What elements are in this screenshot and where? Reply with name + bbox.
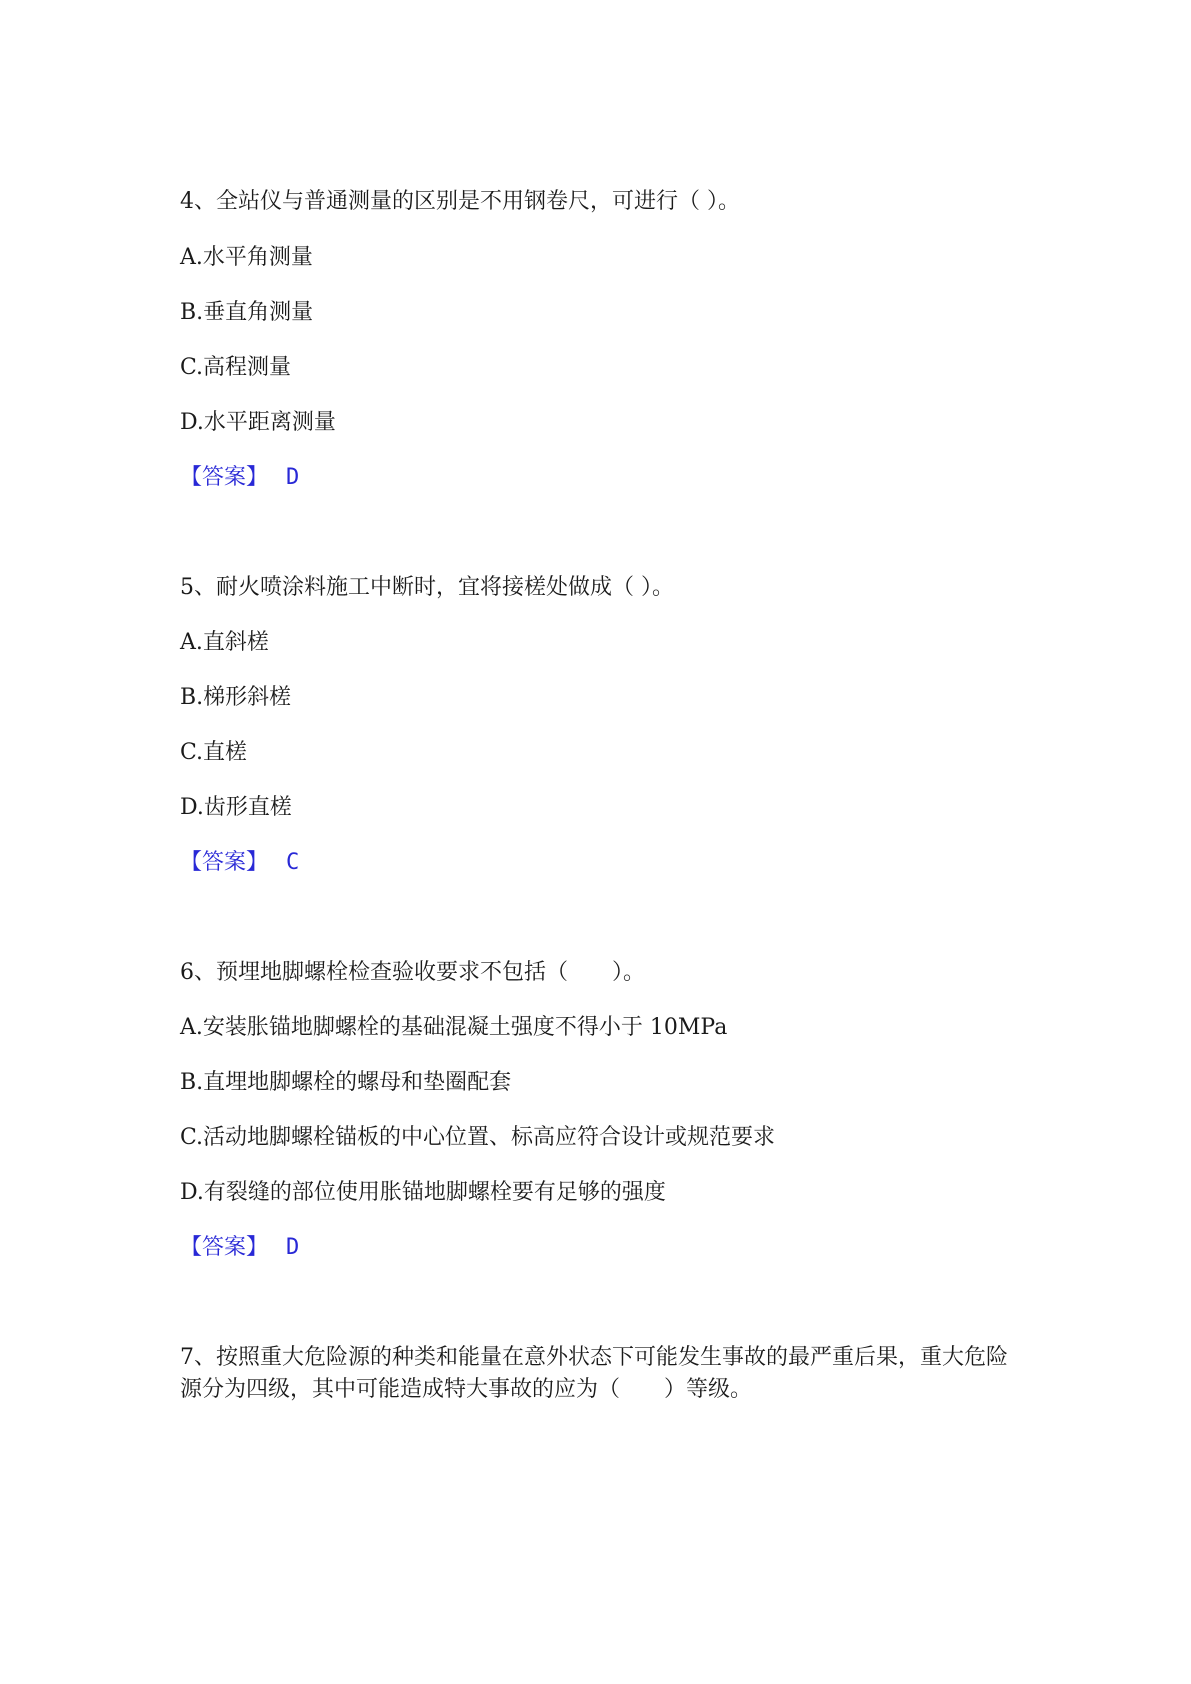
question-6-option-a: A.安装胀锚地脚螺栓的基础混凝土强度不得小于 10MPa: [180, 1015, 728, 1040]
question-5-option-b: B.梯形斜槎: [180, 685, 292, 710]
question-5-option-a: A.直斜槎: [180, 630, 269, 655]
question-4-option-d: D.水平距离测量: [180, 410, 336, 435]
question-4-answer: [180, 462, 299, 494]
question-5-option-d: D.齿形直槎: [180, 795, 292, 820]
question-4-option-c: C.高程测量: [180, 355, 292, 380]
answer-label: 【答案】: [180, 850, 269, 875]
question-6-option-d: D.有裂缝的部位使用胀锚地脚螺栓要有足够的强度: [180, 1180, 666, 1205]
answer-value: D: [286, 465, 300, 490]
answer-value: D: [286, 1235, 300, 1260]
question-6-answer: [180, 1232, 299, 1264]
question-5-answer: [180, 847, 299, 879]
question-6-option-c: C.活动地脚螺栓锚板的中心位置、标高应符合设计或规范要求: [180, 1125, 776, 1150]
question-4-option-a: A.水平角测量: [180, 245, 313, 270]
answer-value: C: [286, 850, 300, 875]
answer-label: 【答案】: [180, 465, 269, 490]
question-5-stem: 5、耐火喷涂料施工中断时，宜将接槎处做成（ ）。: [180, 575, 674, 600]
question-6-stem: 6、预埋地脚螺栓检查验收要求不包括（ ）。: [180, 960, 645, 985]
answer-label: 【答案】: [180, 1235, 269, 1260]
question-7-stem: 7、按照重大危险源的种类和能量在意外状态下可能发生事故的最严重后果，重大危险源分为四级，其中可能造成特大事故的应为（ ）等级。: [180, 1345, 1008, 1402]
question-4-option-b: B.垂直角测量: [180, 300, 314, 325]
question-4-stem: 4、全站仪与普通测量的区别是不用钢卷尺，可进行（ ）。: [180, 189, 740, 214]
question-6-option-b: B.直埋地脚螺栓的螺母和垫圈配套: [180, 1070, 512, 1095]
question-5-option-c: C.直槎: [180, 740, 248, 765]
